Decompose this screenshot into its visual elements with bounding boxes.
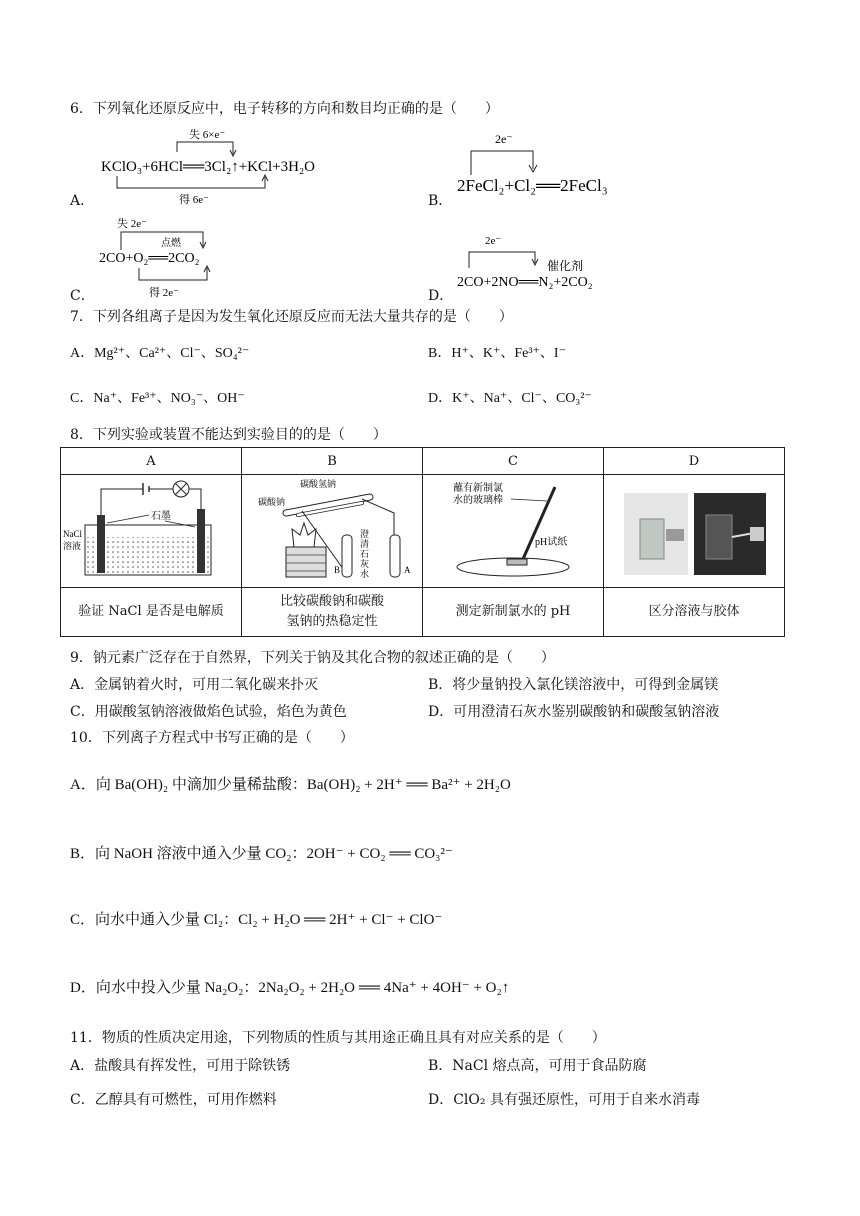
glass-rod-label-1: 蘸有新制氯 bbox=[453, 483, 503, 494]
q6-option-c-equation bbox=[95, 210, 275, 300]
q6-option-d-equation bbox=[455, 230, 695, 300]
q6-option-a-letter[interactable]: A． bbox=[70, 193, 95, 209]
q8-header-b[interactable]: B bbox=[242, 448, 423, 475]
na2co3-label: 碳酸钠 bbox=[258, 497, 286, 507]
q9-stem: 9．钠元素广泛存在于自然界，下列关于钠及其化合物的叙述正确的是（ ） bbox=[70, 650, 555, 666]
q9-option-c[interactable]: C．用碳酸氢钠溶液做焰色试验，焰色为黄色 bbox=[70, 704, 347, 720]
q8-header-d[interactable]: D bbox=[604, 448, 785, 475]
q8-caption-b: 比较碳酸钠和碳酸氢钠的热稳定性 bbox=[242, 588, 423, 637]
q8-caption-a: 验证 NaCl 是否是电解质 bbox=[61, 588, 242, 637]
graphite-label: 石墨 bbox=[151, 511, 171, 522]
q8-experiment-table bbox=[60, 447, 785, 637]
limewater-label-5: 水 bbox=[360, 569, 370, 579]
solution-label: 溶液 bbox=[63, 541, 82, 551]
q8-figure-a-cell bbox=[61, 475, 242, 588]
q6-option-a-equation bbox=[95, 120, 355, 210]
q9-option-a[interactable]: A．金属钠着火时，可用二氧化碳来扑灭 bbox=[70, 677, 319, 693]
q11-option-a[interactable]: A．盐酸具有挥发性，可用于除铁锈 bbox=[70, 1058, 291, 1074]
q9-option-b[interactable]: B．将少量钠投入氯化镁溶液中，可得到金属镁 bbox=[428, 677, 719, 693]
q6a-formula: KClO₃+6HCl══3Cl₂↑+KCl+3H₂O bbox=[101, 159, 316, 175]
q11-option-d[interactable]: D．ClO₂ 具有强还原性，可用于自来水消毒 bbox=[428, 1092, 700, 1108]
tube-a-label: A bbox=[404, 565, 411, 575]
q6-option-b-letter[interactable]: B． bbox=[428, 193, 453, 209]
thermal-stability-apparatus-figure bbox=[242, 475, 422, 583]
q7-option-b[interactable]: B．H⁺、K⁺、Fe³⁺、I⁻ bbox=[428, 346, 566, 361]
q6a-gain-label: 得 6e⁻ bbox=[179, 194, 209, 206]
ph-test-figure bbox=[423, 475, 603, 583]
q8-figure-b-cell bbox=[242, 475, 423, 588]
q6d-condition: 催化剂 bbox=[547, 259, 584, 273]
q8-stem: 8．下列实验或装置不能达到实验目的的是（ ） bbox=[70, 427, 387, 443]
limewater-label-2: 清 bbox=[360, 539, 370, 549]
limewater-label-4: 灰 bbox=[360, 559, 370, 569]
glass-rod-label-2: 水的玻璃棒 bbox=[453, 495, 503, 506]
q7-stem: 7．下列各组离子是因为发生氧化还原反应而无法大量共存的是（ ） bbox=[70, 309, 513, 325]
q6b-formula: 2FeCl₂+Cl₂══2FeCl₃ bbox=[457, 176, 608, 195]
limewater-label-3: 石 bbox=[360, 549, 370, 559]
q7-option-d[interactable]: D．K⁺、Na⁺、Cl⁻、CO₃²⁻ bbox=[428, 391, 592, 406]
q9-option-d[interactable]: D．可用澄清石灰水鉴别碳酸钠和碳酸氢钠溶液 bbox=[428, 704, 720, 720]
q6d-electron-label: 2e⁻ bbox=[485, 235, 502, 247]
q8-figure-d-cell bbox=[604, 475, 785, 588]
tyndall-effect-photo bbox=[604, 475, 784, 583]
q10-option-d[interactable]: D．向水中投入少量 Na₂O₂：2Na₂O₂ + 2H₂O ══ 4Na⁺ + 4OH⁻ + O₂↑ bbox=[70, 980, 510, 996]
q10-option-a[interactable]: A．向 Ba(OH)₂ 中滴加少量稀盐酸：Ba(OH)₂ + 2H⁺ ══ Ba²⁺ + 2H₂O bbox=[70, 777, 511, 793]
q8-header-a[interactable]: A bbox=[61, 448, 242, 475]
q6a-lose-label: 失 6×e⁻ bbox=[189, 129, 226, 141]
q6c-formula: 2CO+O₂══2CO₂ bbox=[99, 251, 200, 266]
tube-b-label: B bbox=[334, 565, 341, 575]
q6-stem: 6．下列氧化还原反应中，电子转移的方向和数目均正确的是（ ） bbox=[70, 101, 499, 117]
q8-figure-c-cell bbox=[423, 475, 604, 588]
q6c-lose-label: 失 2e⁻ bbox=[117, 218, 147, 230]
nacl-label: NaCl bbox=[63, 529, 82, 539]
q8-caption-d: 区分溶液与胶体 bbox=[604, 588, 785, 637]
q11-option-b[interactable]: B．NaCl 熔点高，可用于食品防腐 bbox=[428, 1058, 647, 1074]
conductivity-apparatus-figure bbox=[61, 475, 241, 583]
nahco3-label: 碳酸氢钠 bbox=[300, 479, 337, 489]
q7-option-c[interactable]: C．Na⁺、Fe³⁺、NO₃⁻、OH⁻ bbox=[70, 391, 245, 406]
q8-header-c[interactable]: C bbox=[423, 448, 604, 475]
ph-paper-label: pH试纸 bbox=[535, 537, 568, 548]
q8-caption-c: 测定新制氯水的 pH bbox=[423, 588, 604, 637]
q7-option-a[interactable]: A．Mg²⁺、Ca²⁺、Cl⁻、SO₄²⁻ bbox=[70, 346, 250, 361]
q6-option-b-equation bbox=[455, 125, 695, 200]
q6d-formula: 2CO+2NO══N₂+2CO₂ bbox=[457, 275, 593, 290]
q6b-electron-label: 2e⁻ bbox=[495, 132, 513, 146]
q6c-condition: 点燃 bbox=[161, 238, 181, 249]
q6c-gain-label: 得 2e⁻ bbox=[149, 287, 179, 299]
q10-stem: 10．下列离子方程式中书写正确的是（ ） bbox=[70, 730, 354, 746]
flame-icon bbox=[292, 523, 316, 547]
limewater-label-1: 澄 bbox=[360, 529, 370, 539]
q10-option-c[interactable]: C．向水中通入少量 Cl₂：Cl₂ + H₂O ══ 2H⁺ + Cl⁻ + ClO⁻ bbox=[70, 912, 443, 928]
q6-option-c-letter[interactable]: C． bbox=[70, 288, 95, 304]
q11-stem: 11．物质的性质决定用途，下列物质的性质与其用途正确且具有对应关系的是（ ） bbox=[70, 1030, 606, 1046]
q6-option-d-letter[interactable]: D． bbox=[428, 288, 454, 304]
q11-option-c[interactable]: C．乙醇具有可燃性，可用作燃料 bbox=[70, 1092, 277, 1108]
q10-option-b[interactable]: B．向 NaOH 溶液中通入少量 CO₂：2OH⁻ + CO₂ ══ CO₃²⁻ bbox=[70, 846, 453, 862]
